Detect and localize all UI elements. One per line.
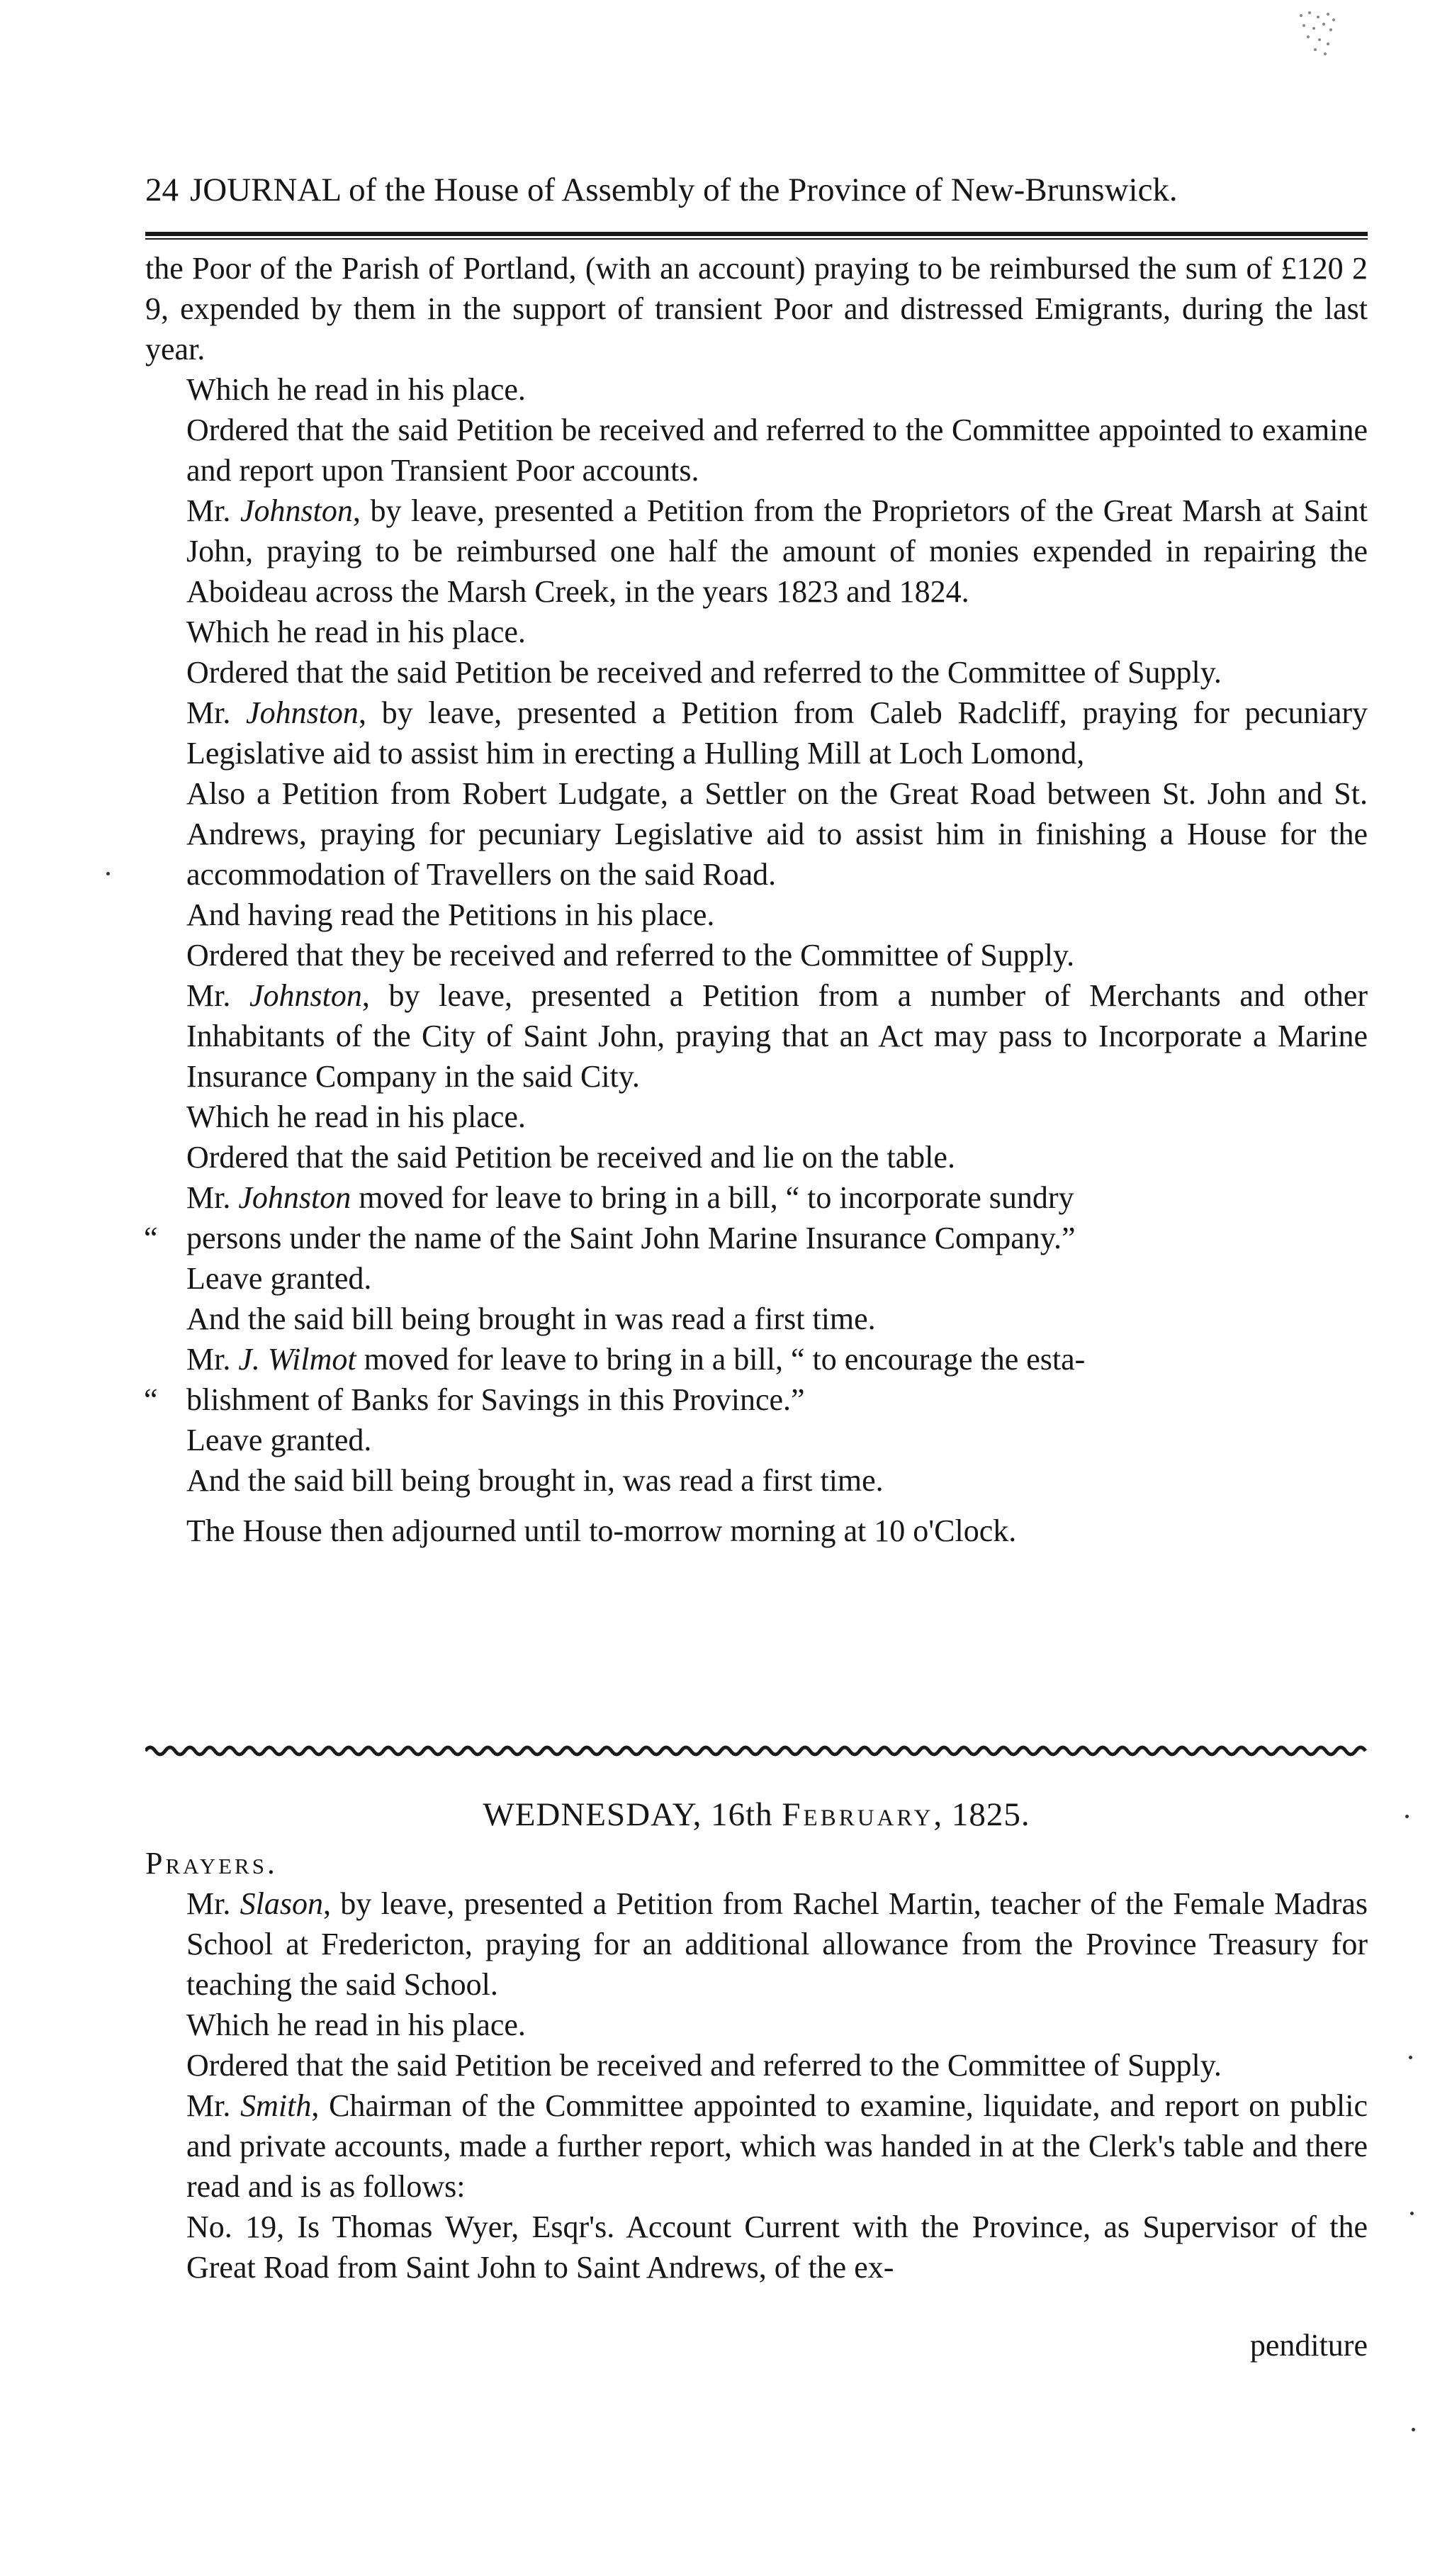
member-name: Johnston — [238, 1180, 351, 1215]
member-name: Slason — [240, 1886, 324, 1921]
paragraph: Which he read in his place. — [186, 372, 526, 407]
paragraph: Leave granted. — [186, 1423, 372, 1457]
paragraph: the Poor of the Parish of Portland, (with an account) praying to be reimbursed the sum of £120 2 9, expended by them in the support of transient Poor and distressed Emigrants, during the last year. — [145, 251, 1368, 366]
wavy-section-divider — [145, 1742, 1368, 1759]
paragraph: Mr. Johnston, by leave, presented a Petition from a number of Merchants and other Inhabitants of the City of Saint John, praying that an Act may pass to Incorporate a Marine Insurance Company in the said City. — [186, 978, 1368, 1094]
running-title: JOURNAL of the House of Assembly of the Province of New-Brunswick. — [190, 172, 1178, 208]
paragraph: Also a Petition from Robert Ludgate, a Settler on the Great Road between St. John and St. Andrews, praying for pecuniary Legislative aid to assist him in finishing a House for the accommodation of Travellers on the said Road. — [186, 776, 1368, 892]
proceedings-text — [145, 248, 1368, 1551]
paragraph: No. 19, Is Thomas Wyer, Esqr's. Account Current with the Province, as Supervisor of the Great Road from Saint John to Saint Andrews, of the ex- — [186, 2210, 1368, 2285]
member-name: Johnston — [240, 493, 353, 528]
member-name: Johnston — [246, 695, 359, 730]
running-header — [145, 169, 1371, 211]
date-heading: WEDNESDAY, 16th February, 1825. — [483, 1796, 1030, 1833]
paragraph: Mr. Johnston, by leave, presented a Petition from the Proprietors of the Great Marsh at Saint John, praying to be reimbursed one half the amount of monies expended in repairing the Aboideau across the Marsh Creek, in the years 1823 and 1824. — [186, 493, 1368, 609]
paragraph: And the said bill being brought in, was read a first time. — [186, 1463, 884, 1498]
paragraph: Mr. Smith, Chairman of the Committee appointed to examine, liquidate, and report on public and private accounts, made a further report, which was handed in at the Clerk's table and there read and is as follows: — [186, 2088, 1368, 2204]
proceedings-text-wednesday — [145, 1843, 1368, 2287]
margin-speck — [1405, 1815, 1409, 1818]
paragraph: Ordered that the said Petition be received and referred to the Committee of Supply. — [186, 2048, 1222, 2083]
paragraph: Mr. Slason, by leave, presented a Petition from Rachel Martin, teacher of the Female Madras School at Fredericton, praying for an additional allowance from the Province Treasury for teaching the said School. — [186, 1886, 1368, 2002]
quoted-line: “ persons under the name of the Saint John Marine Insurance Company.” — [144, 1221, 1076, 1255]
paragraph: Mr. Johnston, by leave, presented a Petition from Caleb Radcliff, praying for pecuniary Legislative aid to assist him in erecting a Hulling Mill at Loch Lomond, — [186, 695, 1368, 771]
paragraph: Mr. Johnston moved for leave to bring in a bill, “ to incorporate sundry — [186, 1180, 1074, 1215]
margin-speck — [1410, 2212, 1414, 2215]
margin-speck — [1409, 2056, 1412, 2059]
paragraph: Which he read in his place. — [186, 615, 526, 649]
member-name: Smith — [240, 2088, 312, 2123]
paragraph: And having read the Petitions in his place. — [186, 897, 715, 932]
paragraph: Mr. J. Wilmot moved for leave to bring in a bill, “ to encourage the esta- — [186, 1342, 1086, 1377]
ink-smudge-mark — [1294, 7, 1339, 58]
adjournment-line: The House then adjourned until to-morrow morning at 10 o'Clock. — [186, 1513, 1017, 1548]
margin-speck — [106, 872, 110, 875]
prayers-label: Prayers. — [145, 1846, 278, 1881]
margin-speck — [1412, 2428, 1415, 2431]
paragraph: Which he read in his place. — [186, 1099, 526, 1134]
paragraph: Ordered that the said Petition be received and referred to the Committee of Supply. — [186, 655, 1222, 690]
paragraph: Ordered that the said Petition be received and lie on the table. — [186, 1140, 955, 1175]
page-number: 24 — [145, 172, 179, 208]
header-double-rule — [145, 230, 1368, 242]
paragraph: Leave granted. — [186, 1261, 372, 1296]
member-name: J. Wilmot — [238, 1342, 356, 1377]
paragraph: Ordered that they be received and referred to the Committee of Supply. — [186, 938, 1075, 973]
paragraph: Ordered that the said Petition be received and referred to the Committee appointed to examine and report upon Transient Poor accounts. — [186, 413, 1368, 488]
paragraph: Which he read in his place. — [186, 2007, 526, 2042]
paragraph: And the said bill being brought in was read a first time. — [186, 1301, 876, 1336]
catchword: penditure — [1249, 2328, 1368, 2363]
member-name: Johnston — [249, 978, 362, 1013]
quoted-line: “ blishment of Banks for Savings in this Province.” — [144, 1382, 805, 1417]
